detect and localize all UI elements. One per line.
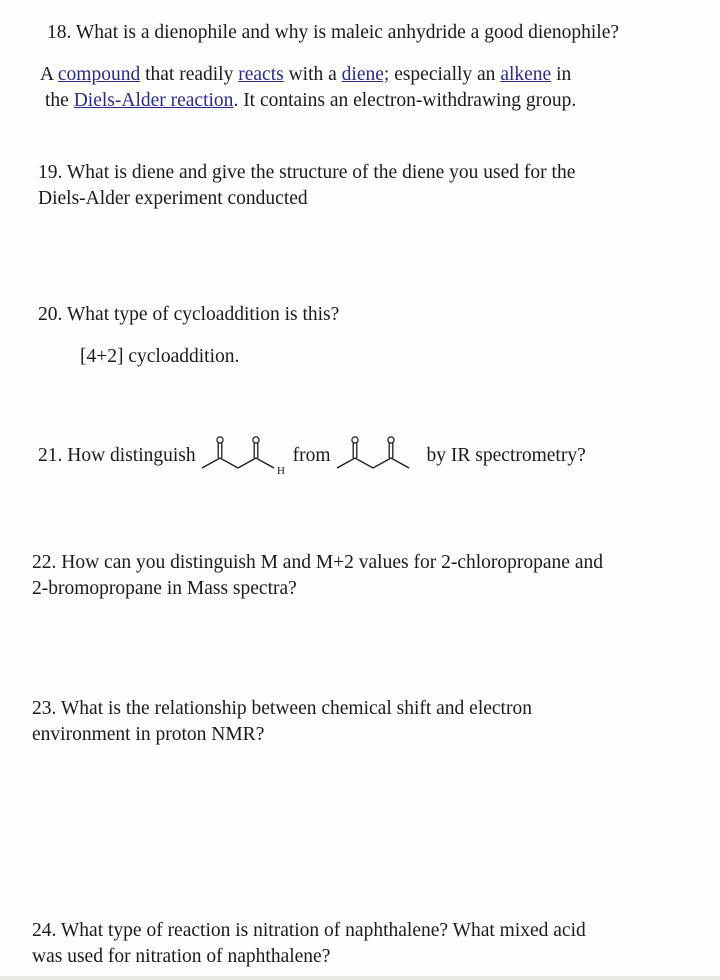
question-21-tail: by IR spectrometry? (426, 445, 586, 467)
svg-text:H: H (276, 465, 285, 477)
link-reacts[interactable]: reacts (238, 64, 284, 85)
aldehyde-ketone-structure (198, 434, 290, 478)
question-23-line1: 23. What is the relationship between chemical shift and electron (32, 698, 532, 719)
link-compound[interactable]: compound (57, 64, 141, 85)
question-23-line2: environment in proton NMR? (32, 723, 265, 745)
question-22-line1: 22. How can you distinguish M and M+2 values for 2-chloropropane and (32, 552, 603, 573)
answer-18-line1 (40, 64, 571, 85)
answer-18 (40, 62, 700, 113)
question-21-row (38, 434, 718, 478)
answer-18-seg3: with a (283, 64, 342, 85)
question-18 (47, 20, 707, 46)
question-21-lead: 21. How distinguish (38, 445, 196, 467)
question-22 (32, 550, 720, 601)
answer-18-seg4: especially an (389, 64, 501, 85)
answer-20-text: [4+2] cycloaddition. (80, 346, 240, 367)
question-24 (32, 918, 720, 969)
link-diels-alder-reaction[interactable]: Diels-Alder reaction (73, 89, 234, 111)
question-22-line2: 2-bromopropane in Mass spectra? (32, 577, 297, 599)
answer-20 (80, 344, 680, 370)
question-24-line2: was used for nitration of naphthalene? (32, 945, 331, 967)
answer-18-seg1: A (40, 64, 58, 85)
question-21 (38, 434, 718, 478)
answer-18-seg7: . It contains an electron-withdrawing group. (233, 89, 577, 111)
answer-18-seg2: that readily (140, 64, 239, 85)
question-23 (32, 696, 692, 747)
question-24-line1: 24. What type of reaction is nitration of naphthalene? What mixed acid (32, 920, 586, 941)
link-alkene[interactable]: alkene (500, 64, 552, 85)
answer-18-seg5: in (551, 64, 572, 85)
question-20-text: 20. What type of cycloaddition is this? (38, 304, 340, 325)
question-19-line2: Diels-Alder experiment conducted (38, 187, 308, 209)
question-19-line1: 19. What is diene and give the structure of the diene you used for the (38, 162, 576, 183)
question-19 (38, 160, 698, 211)
answer-18-line2 (45, 88, 700, 114)
diketone-structure (333, 434, 419, 478)
answer-18-seg6: the (45, 89, 74, 111)
link-diene[interactable]: diene; (341, 64, 390, 85)
page-bottom-edge (0, 976, 720, 980)
question-20 (38, 302, 698, 328)
question-21-mid: from (292, 445, 331, 467)
question-18-text: 18. What is a dienophile and why is maleic anhydride a good dienophile? (47, 22, 620, 43)
